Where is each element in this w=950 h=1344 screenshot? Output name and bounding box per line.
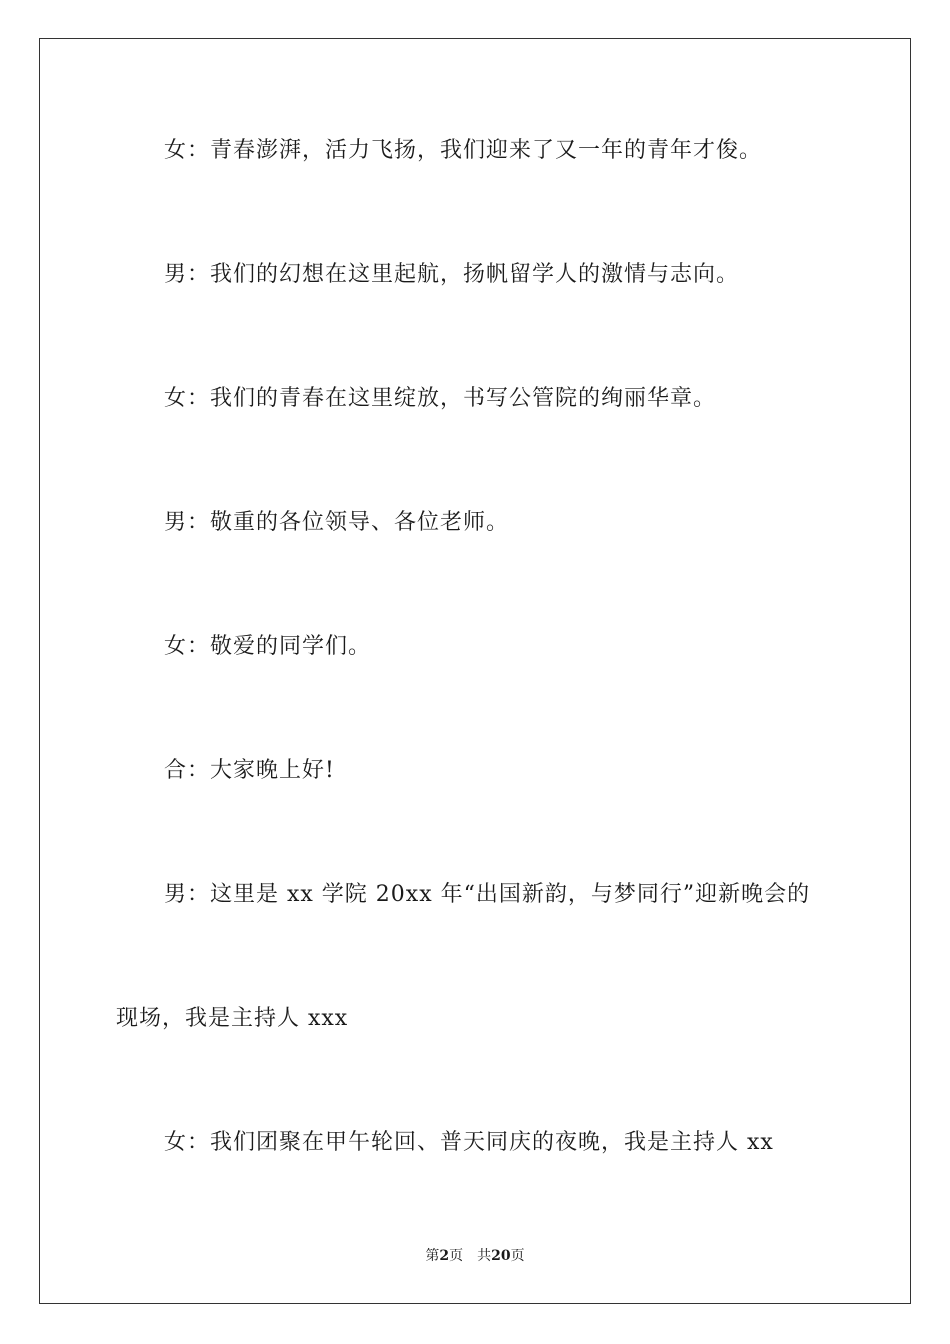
- total-prefix: 共: [477, 1248, 492, 1264]
- paragraph-line: 女：青春澎湃，活力飞扬，我们迎来了又一年的青年才俊。: [164, 138, 763, 163]
- page-prefix: 第: [425, 1248, 440, 1264]
- paragraph-line-continuation: 现场，我是主持人 xxx: [116, 1006, 349, 1031]
- paragraph-line: 男：敬重的各位领导、各位老师。: [164, 510, 510, 535]
- paragraph-line: 女：我们团聚在甲午轮回、普天同庆的夜晚，我是主持人 xx: [164, 1130, 774, 1155]
- paragraph-line: 男：这里是 xx 学院 20xx 年“出国新韵，与梦同行”迎新晚会的: [164, 882, 811, 907]
- page-suffix: 页: [449, 1248, 464, 1264]
- paragraph-line: 合：大家晚上好!: [164, 758, 335, 783]
- paragraph-line: 女：我们的青春在这里绽放，书写公管院的绚丽华章。: [164, 386, 717, 411]
- page-frame: [39, 38, 911, 1304]
- total-suffix: 页: [510, 1248, 525, 1264]
- paragraph-line: 女：敬爱的同学们。: [164, 634, 372, 659]
- paragraph-line: 男：我们的幻想在这里起航，扬帆留学人的激情与志向。: [164, 262, 740, 287]
- page-footer: [0, 1246, 950, 1266]
- page-number: 2: [439, 1248, 450, 1264]
- total-pages: 20: [491, 1248, 511, 1264]
